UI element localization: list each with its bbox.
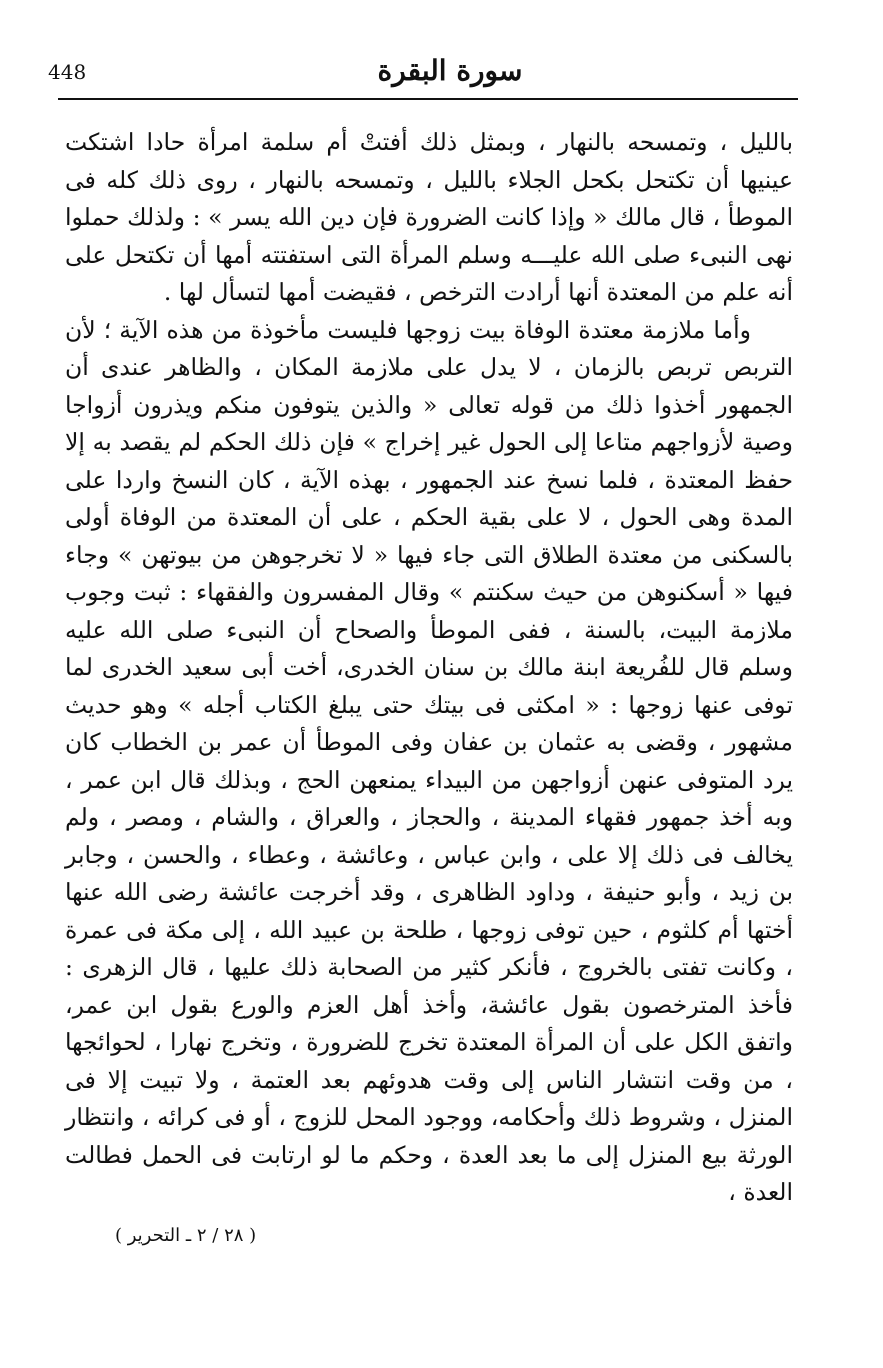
running-title: سورة البقرة: [377, 54, 523, 87]
printer-signature: ( ٢٨ / ٢ ـ التحرير ): [115, 1225, 257, 1246]
paragraph: بالليل ، وتمسحه بالنهار ، وبمثل ذلك أفتتْ أم سلمة امرأة حادا اشتكت عينيها أن تكتحل بكحل الجلاء بالليل ، وتمسحه بالنهار ، روى ذلك كله فى الموطأ ، قال مالك « وإذا كانت الضرورة فإن دين الله يسر » : ولذلك حملوا نهى النبىء صلى الله عليـــه وسلم المرأة التى استفتته أمها أن تكتحل على أنه علم من المعتدة أنها أرادت الترخص ، فقيضت أمها لتسأل لها .: [65, 128, 793, 306]
header-rule: [58, 98, 798, 100]
paragraph: وأما ملازمة معتدة الوفاة بيت زوجها فليست مأخوذة من هذه الآية ؛ لأن التربص تربص بالزمان ، لا يدل على ملازمة المكان ، والظاهر عندى أن الجمهور أخذوا ذلك من قوله تعالى « والذين يتوفون منكم ويذرون أزواجا وصية لأزواجهم متاعا إلى الحول غير إخراج » فإن ذلك الحكم لم يقصد به إلا حفظ المعتدة ، فلما نسخ عند الجمهور ، بهذه الآية ، كان النسخ واردا على المدة وهى الحول ، لا على بقية الحكم ، على أن المعتدة من الوفاة أولى بالسكنى من معتدة الطلاق التى جاء فيها « لا تخرجوهن من بيوتهن » وجاء فيها « أسكنوهن من حيث سكنتم » وقال المفسرون والفقهاء : ثبت وجوب ملازمة البيت، بالسنة ، ففى الموطأ والصحاح أن النبىء صلى الله عليه وسلم قال للفُريعة ابنة مالك بن سنان الخدرى، أخت أبى سعيد الخدرى لما توفى عنها زوجها : « امكثى فى بيتك حتى يبلغ الكتاب أجله » وهو حديث مشهور ، وقضى به عثمان بن عفان وفى الموطأ أن عمر بن الخطاب كان يرد المتوفى عنهن أزواجهن من البيداء يمنعهن الحج ، وبذلك قال ابن عمر ، وبه أخذ جمهور فقهاء المدينة ، والحجاز ، والعراق ، والشام ، ومصر ، ولم يخالف فى ذلك إلا على ، وابن عباس ، وعائشة ، وعطاء ، والحسن ، وجابر بن زيد ، وأبو حنيفة ، وداود الظاهرى ، وقد أخرجت عائشة رضى الله عنها أختها أم كلثوم ، حين توفى زوجها ، طلحة بن عبيد الله ، إلى مكة فى عمرة ، وكانت تفتى بالخروج ، فأنكر كثير من الصحابة ذلك عليها ، قال الزهرى : فأخذ المترخصون بقول عائشة، وأخذ أهل العزم والورع بقول ابن عمر، واتفق الكل على أن المرأة المعتدة تخرج للضرورة ، وتخرج نهارا ، لحوائجها ، من وقت انتشار الناس إلى وقت هدوئهم بعد العتمة ، ولا تبيت إلا فى المنزل ، وشروط ذلك وأحكامه، ووجود المحل للزوج ، أو فى كرائه ، وانتظار الورثة بيع المنزل إلى ما بعد العدة ، وحكم ما لو ارتابت فى الحمل فطالت العدة ،: [65, 315, 793, 1206]
body-text: [65, 124, 793, 1212]
page-number: 448: [48, 60, 87, 84]
